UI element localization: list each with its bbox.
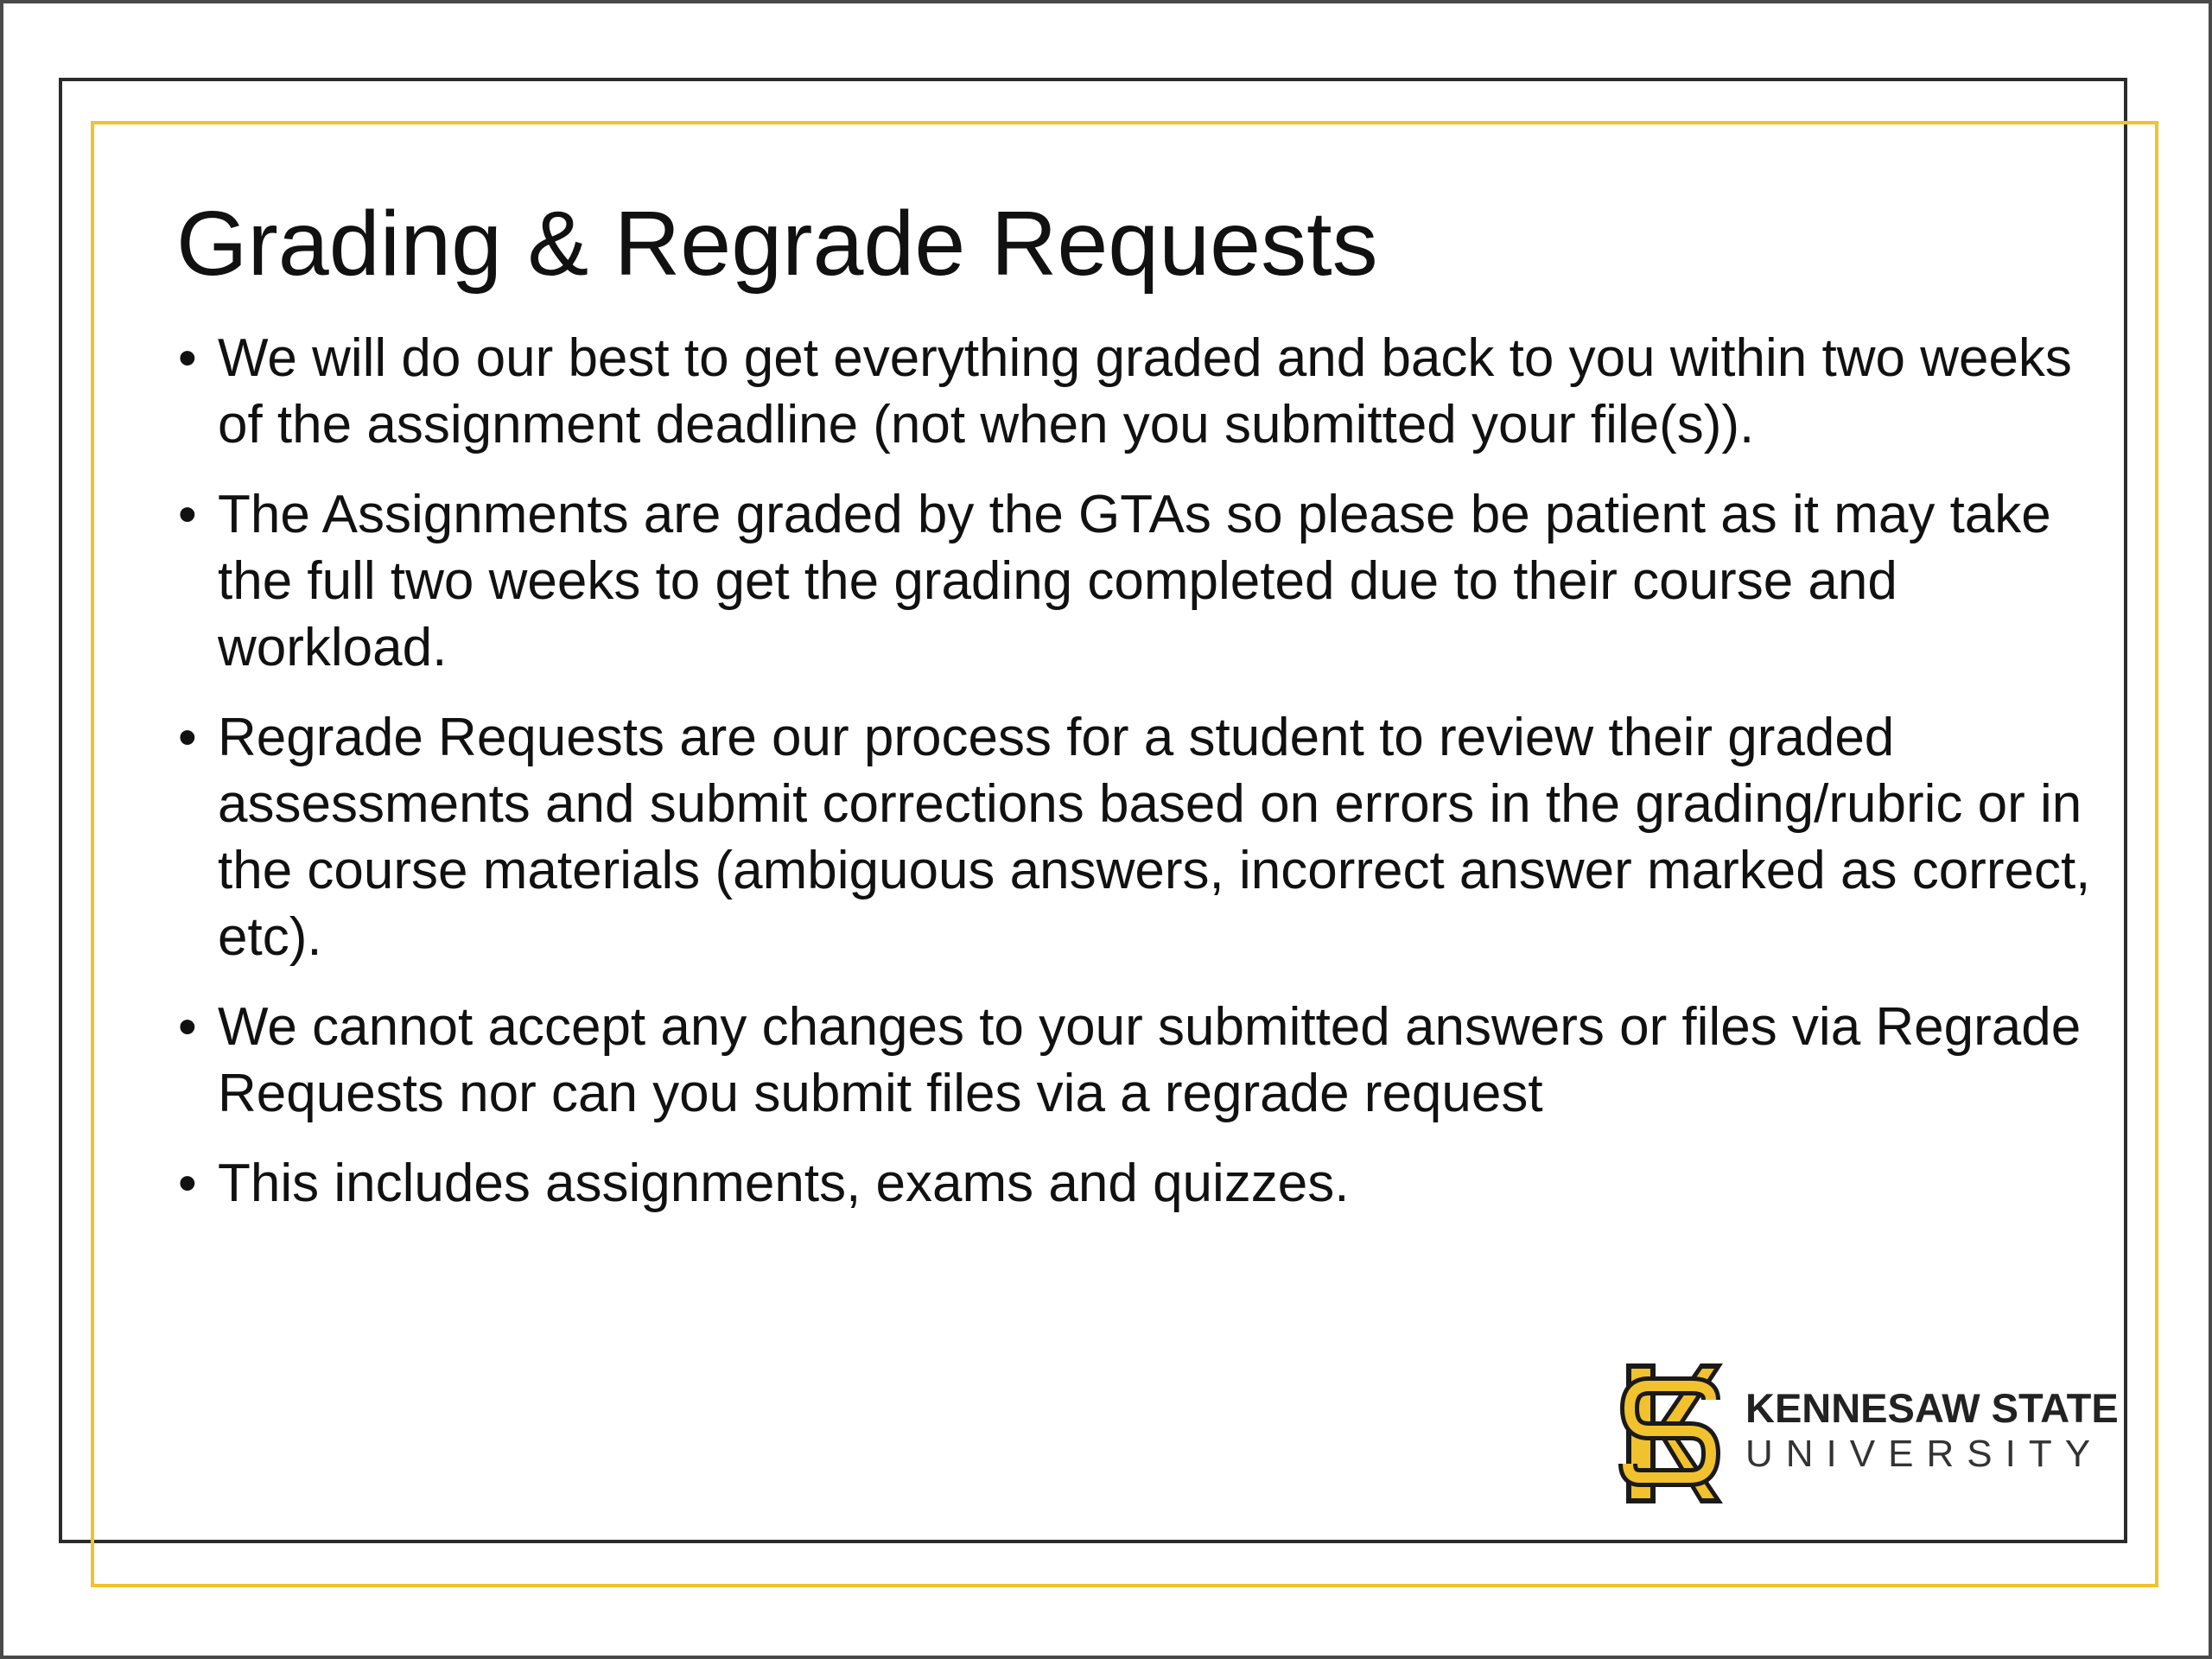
- bullet-item: [173, 994, 2091, 1127]
- bullet-dot-icon: •: [178, 485, 197, 544]
- bullet-list: [173, 325, 2091, 1240]
- bullet-text: Regrade Requests are our process for a student to review their graded assessments and submit corrections based on errors in the grading/rubric or in the course materials (ambiguous answers, incorrect answer marked as correct, etc).: [218, 708, 2091, 967]
- slide-title: Grading & Regrade Requests: [176, 193, 1378, 295]
- bullet-text: This includes assignments, exams and quizzes.: [218, 1154, 1350, 1213]
- bullet-dot-icon: •: [178, 328, 197, 388]
- bullet-dot-icon: •: [178, 708, 197, 767]
- logo-wordmark-line2: UNIVERSITY: [1745, 1433, 2104, 1475]
- bullet-text: We will do our best to get everything graded and back to you within two weeks of the assignment deadline (not when you submitted your file(s)).: [218, 328, 2072, 454]
- bullet-dot-icon: •: [178, 1154, 197, 1213]
- bullet-text: We cannot accept any changes to your submitted answers or files via Regrade Requests nor can you submit files via a regrade request: [218, 997, 2082, 1123]
- bullet-item: [173, 704, 2091, 970]
- logo-wordmark-line1: KENNESAW STATE: [1745, 1385, 2119, 1431]
- bullet-item: [173, 1150, 2091, 1217]
- bullet-dot-icon: •: [178, 997, 197, 1057]
- bullet-item: [173, 481, 2091, 681]
- bullet-text: The Assignments are graded by the GTAs so please be patient as it may take the full two weeks to get the grading completed due to their course and workload.: [218, 485, 2051, 677]
- bullet-item: [173, 325, 2091, 458]
- ksu-logo: [1614, 1357, 2119, 1512]
- ksu-monogram-icon: [1614, 1357, 1726, 1510]
